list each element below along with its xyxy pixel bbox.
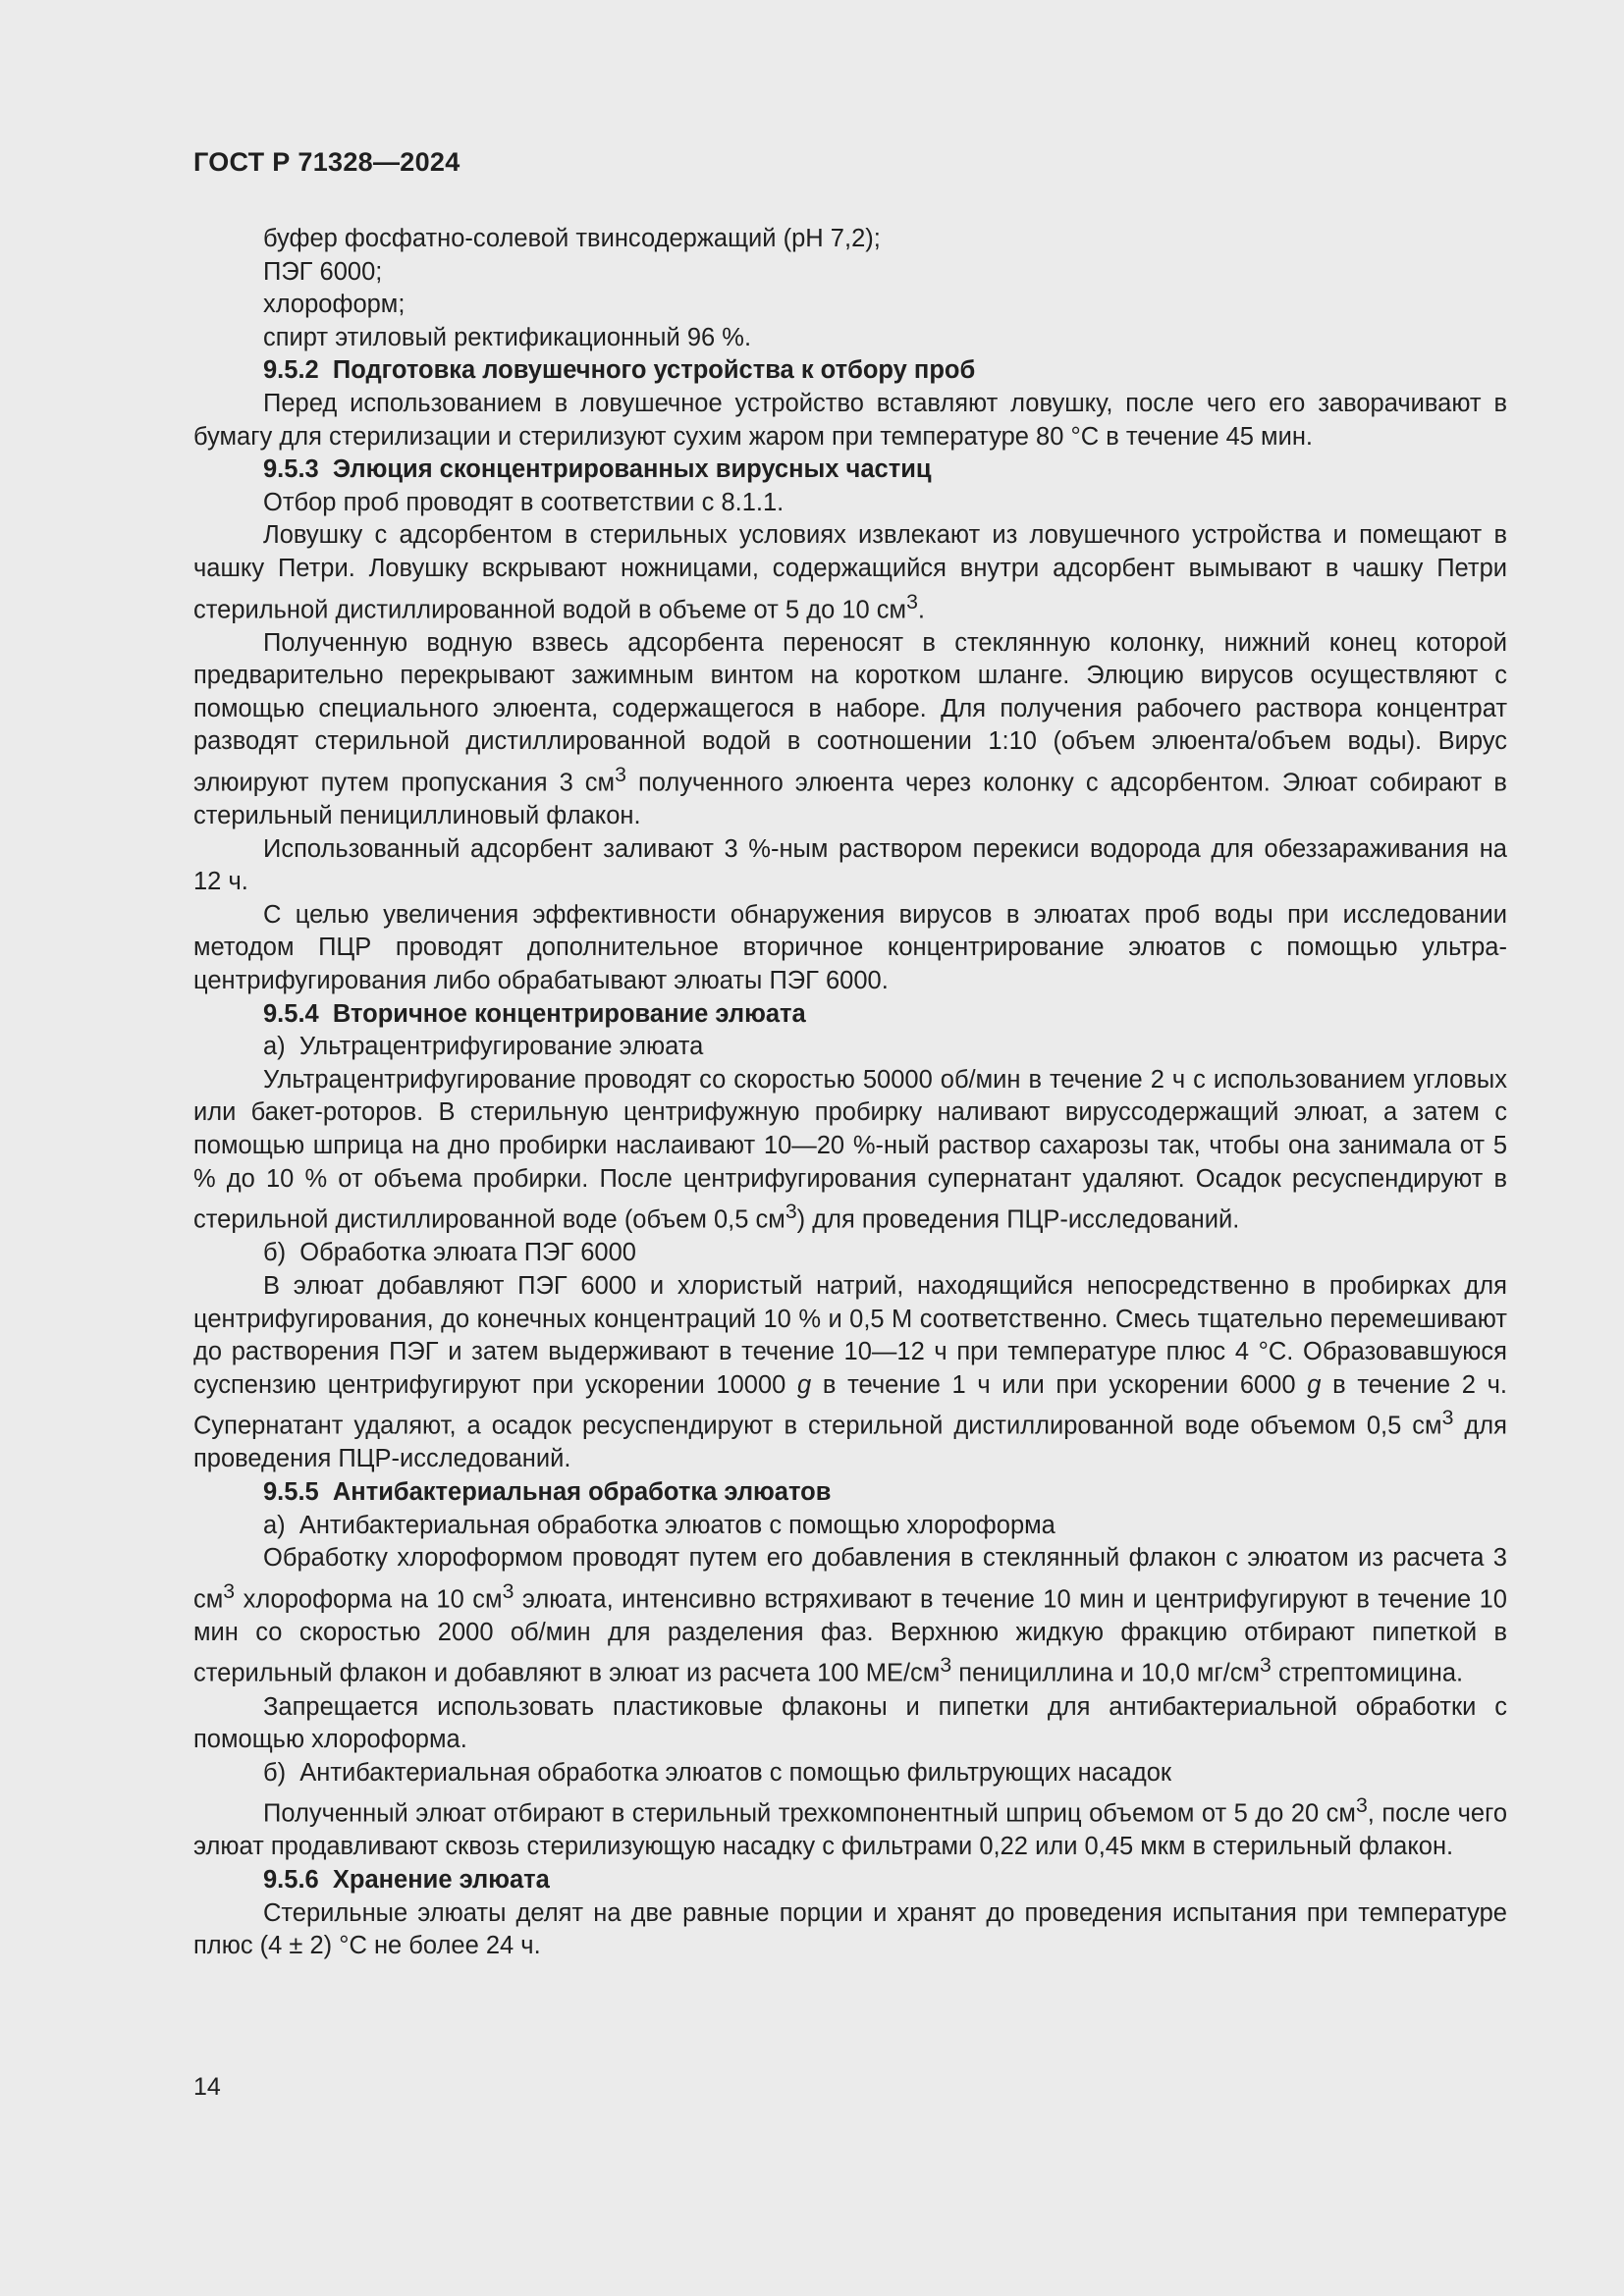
section-heading: 9.5.5 Антибактериальная обработка элюатов	[263, 1477, 832, 1506]
paragraph: хлороформ;	[263, 291, 406, 319]
paragraph: спирт этиловый ректификационный 96 %.	[263, 323, 752, 351]
section-heading: 9.5.3 Элюция сконцентрированных вирусных частиц	[263, 455, 932, 484]
paragraph: Ультрацентрифугирование проводят со скоростью 50000 об/мин в течение 2 ч с использованием угловых или бакет-роторов. В стерильную центрифужную пробирку наливают вируссодержащий элюат, а затем с помощью шприца на дно пробирки наслаивают 10—20 %-ный раствор сахарозы так, чтобы она занимала от 5 % до 10 % от объема пробирки. После центрифугирования супернатант удаляют. Осадок ресуспендируют в стерильной дистиллированной воде (объем 0,5 $см^3$) для проведения ПЦР-исследований.	[193, 1065, 1507, 1234]
paragraph: а) Антибактериальная обработка элюатов с помощью хлороформа	[263, 1511, 1056, 1539]
body-text	[193, 223, 1507, 1963]
paragraph: Перед использованием в ловушечное устройство вставляют ловушку, после чего его заворачивают в бумагу для стерилизации и стерилизуют сухим жаром при температуре 80 °С в течение 45 мин.	[193, 389, 1507, 451]
paragraph: а) Ультрацентрифугирование элюата	[263, 1033, 704, 1061]
paragraph: б) Обработка элюата ПЭГ 6000	[263, 1239, 636, 1267]
paragraph: Полученный элюат отбирают в стерильный трехкомпонентный шприц объемом от 5 до 20 $см^3$, после чего элюат продавливают сквозь стерилизующую насадку с фильтрами 0,22 или 0,45 мкм в стерильный флакон.	[193, 1793, 1508, 1861]
section-heading: 9.5.2 Подготовка ловушечного устройства к отбору проб	[263, 356, 976, 385]
paragraph: С целью увеличения эффективности обнаружения вирусов в элюатах проб воды при исследовании методом ПЦР проводят дополнительное вторичное концентрирование элюатов с помощью ультрацентрифугирования либо обрабатывают элюаты ПЭГ 6000.	[193, 900, 1507, 995]
paragraph: Полученную водную взвесь адсорбента переносят в стеклянную колонку, нижний конец которой предварительно перекрывают зажимным винтом на коротком шланге. Элюцию вирусов осуществляют с помощью специального элюента, содержащегося в наборе. Для получения рабочего раствора концентрат разводят стерильной дистиллированной водой в соотношении 1:10 (объем элюента/объем воды). Вирус элюируют путем пропускания 3 $см^3$ полученного элюента через колонку с адсорбентом. Элюат собирают в стерильный пенициллиновый флакон.	[193, 628, 1507, 830]
paragraph: б) Антибактериальная обработка элюатов с помощью фильтрующих насадок	[263, 1758, 1172, 1787]
paragraph: Обработку хлороформом проводят путем его добавления в стеклянный флакон с элюатом из расчета 3 $см^3$ хлороформа на 10 $см^3$ элюата, интенсивно встряхивают в течение 10 мин и центрифугируют в течение 10 мин со скоростью 2000 об/мин для разделения фаз. Верхнюю жидкую фракцию отбирают пипеткой в стерильный флакон и добавляют в элюат из расчета 100 $МЕ/см^3$ пенициллина и 10,0 $мг/см^3$ стрептомицина.	[193, 1544, 1507, 1687]
paragraph: Использованный адсорбент заливают 3 %-ным раствором перекиси водорода для обеззараживания на 12 ч.	[193, 834, 1507, 896]
paragraph: В элюат добавляют ПЭГ 6000 и хлористый натрий, находящийся непосредственно в пробирках для центрифугирования, до конечных концентраций 10 % и 0,5 М соответственно. Смесь тщательно перемешивают до растворения ПЭГ и затем выдерживают в течение 10—12 ч при температуре плюс 4 °С. Образовавшуюся суспензию центрифугируют при ускорении 10000 g в течение 1 ч или при ускорении 6000 g в течение 2 ч. Супернатант удаляют, а осадок ресуспендируют в стерильной дистиллированной воде объемом 0,5 $см^3$ для проведения ПЦР-исследований.	[193, 1271, 1507, 1473]
document-id: ГОСТ Р 71328—2024	[193, 147, 460, 177]
page-number: 14	[193, 2073, 221, 2101]
section-heading: 9.5.6 Хранение элюата	[263, 1866, 550, 1894]
paragraph: Отбор проб проводят в соответствии с 8.1.1.	[263, 488, 785, 516]
paragraph: Запрещается использовать пластиковые флаконы и пипетки для антибактериальной обработки с помощью хлороформа.	[193, 1692, 1507, 1754]
paragraph: Стерильные элюаты делят на две равные порции и хранят до проведения испытания при температуре плюс (4 ± 2) °С не более 24 ч.	[193, 1898, 1507, 1960]
paragraph: Ловушку с адсорбентом в стерильных условиях извлекают из ловушечного устройства и помещают в чашку Петри. Ловушку вскрывают ножницами, содержащийся внутри адсорбент вымывают в чашку Петри стерильной дистиллированной водой в объеме от 5 до 10 $см^3$.	[193, 521, 1507, 624]
paragraph: буфер фосфатно-солевой твинсодержащий (рН 7,2);	[263, 225, 881, 252]
section-heading: 9.5.4 Вторичное концентрирование элюата	[263, 999, 806, 1028]
paragraph: ПЭГ 6000;	[263, 257, 383, 286]
